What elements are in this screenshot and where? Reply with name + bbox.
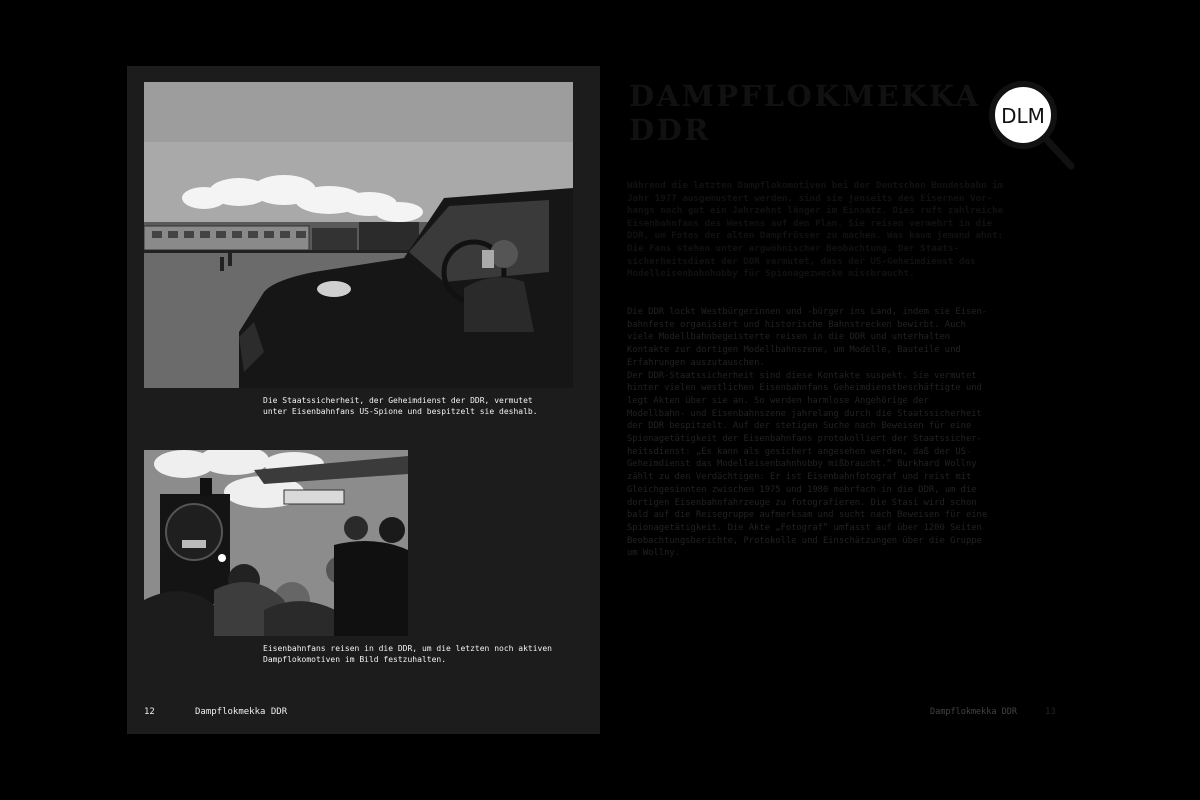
article-title: DAMPFLOKMEKKA DDR bbox=[629, 79, 981, 147]
caption-stasi: Die Staatssicherheit, der Geheimdienst der DDR, vermutet unter Eisenbahnfans US-Spione und bespitzelt sie deshalb. bbox=[263, 396, 538, 416]
logo-text: DLM bbox=[1001, 104, 1045, 128]
lead-paragraph: Während die letzten Dampflokomotiven bei der Deutschen Bundesbahn im Jahr 1977 ausgemustert werden, sind sie jenseits des Eisernen Vor- hangs noch gut ein Jahrzehnt länger im Einsatz. Dies ruft zahlreiche Eisenbahnfans des Westens auf den Plan. Sie reisen vermehrt in die DDR, um Fotos der alten Dampfrösser zu machen. Was kaum jemand ahnt: Die Fans stehen unter argwöhnischer Beobachtung. Der Staats- sicherheitsdient der DDR vermutet, dass der US-Geheimdienst das Modelleisenbahnhobby für Spionagezwecke missbraucht. bbox=[627, 180, 1004, 280]
body-text: Die DDR lockt Westbürgerinnen und -bürger ins Land, indem sie Eisen- bahnfeste organisiert und historische Bahnstrecken bewirbt. Auch viele Modellbahnbegeisterte reisen in die DDR und unterhalten Kontakte zur dortigen Modellbahnszene, um Modelle, Bauteile und Erfahrungen auszutauschen. Der DDR-Staatssicherheit sind diese Kontakte suspekt. Sie vermutet hinter vielen westlichen Eisenbahnfans Geheimdienstbeschäftigte und legt Akten über sie an. So werden harmlose Angehörige der Modellbahn- und Eisenbahnszene jahrelang durch die Staatssicherheit der DDR bespitzelt. Auf der stetigen Suche nach Beweisen für eine Spionagetätigkeit der Eisenbahnfans protokolliert der Staatssicher- heitsdienst: „Es kann als gesichert angesehen werden, daß der US- Geheimdienst das Modelleisenbahnhobby mißbraucht.“ Burkhard Wollny zählt zu den Verdächtigen: Er ist Eisenbahnfotograf und reist mit Gleichgesinnten zwischen 1975 und 1980 mehrfach in die DDR, um die dortigen Eisenbahnfahrzeuge zu fotografieren. Die Stasi wird schon bald auf die Reisegruppe aufmerksam und sucht nach Beweisen für eine Spionagetätigkeit. Die Akte „Fotograf“ umfasst auf über 1200 Seiten Beobachtungsberichte, Protokolle und Einschätzungen über die Gruppe um Wollny. bbox=[627, 307, 988, 559]
illustration-railfans bbox=[144, 450, 408, 636]
illustration-stasi-car bbox=[144, 82, 573, 388]
page-number-left: 12 bbox=[144, 707, 155, 717]
caption-railfans: Eisenbahnfans reisen in die DDR, um die letzten noch aktiven Dampflokomotiven im Bild festzuhalten. bbox=[263, 644, 552, 664]
running-title-left: Dampflokmekka DDR bbox=[195, 707, 288, 717]
magazine-spread bbox=[127, 66, 1073, 734]
running-title-right: Dampflokmekka DDR bbox=[930, 707, 1017, 717]
dlm-magnifier-logo bbox=[987, 78, 1077, 173]
left-page bbox=[127, 66, 600, 734]
page-number-right: 13 bbox=[1045, 707, 1056, 717]
